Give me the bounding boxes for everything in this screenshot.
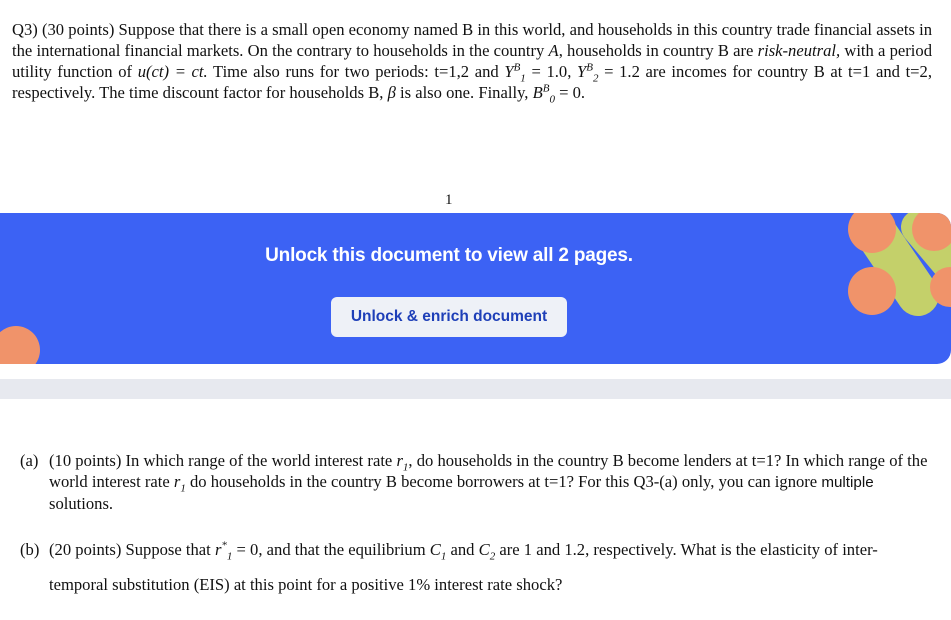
symbol-r: r xyxy=(396,451,403,470)
question-intro: Q3) (30 points) Suppose that there is a small open economy named B in this world, and households in this country trade financial assets in the international financial markets. On the contrary to households in the country xyxy=(12,20,932,60)
risk-neutral-term: risk-neutral, xyxy=(757,41,841,60)
text: solutions. xyxy=(49,494,114,513)
page-divider xyxy=(0,379,951,399)
part-b xyxy=(20,532,932,602)
symbol-y: Y xyxy=(577,62,587,81)
symbol-b: B xyxy=(532,83,543,102)
subscript: 2 xyxy=(489,550,496,563)
symbol-y: Y xyxy=(504,62,514,81)
symbol-c: C xyxy=(478,540,490,559)
text: = 0, and that the equilibrium xyxy=(232,540,430,559)
part-b-label: (b) xyxy=(20,540,40,559)
subscript: 2 xyxy=(592,72,599,85)
rate-r1-star xyxy=(214,539,233,563)
superscript: B xyxy=(513,61,521,74)
value-text: = 1.0, xyxy=(525,62,577,81)
superscript: B xyxy=(586,61,593,74)
question-text: with a period utility function of xyxy=(12,41,932,81)
unlock-enrich-button[interactable]: Unlock & enrich document xyxy=(331,297,567,337)
subscript: 1 xyxy=(180,482,186,495)
question-text: Time also runs for two periods: t=1,2 and xyxy=(207,62,505,81)
symbol-c: C xyxy=(429,540,441,559)
value-text: = 1.2 xyxy=(598,62,640,81)
rate-r1 xyxy=(396,451,409,474)
subscript: 1 xyxy=(402,461,409,474)
rate-r1 xyxy=(173,472,186,495)
superscript: B xyxy=(542,82,550,95)
text: (10 points) In which range of the world interest rate xyxy=(49,451,397,470)
value-text: = 0. xyxy=(554,83,586,102)
part-b-text xyxy=(49,532,932,602)
question-text: are incomes for country B at t=1 and t=2, respectively. The time discount factor for households B, xyxy=(12,62,932,102)
utility-formula: u(ct) = ct. xyxy=(137,62,208,81)
consumption-c2 xyxy=(478,540,496,563)
text: do households in the country B become borrowers at t=1? For this Q3-(a) only, you can ignore xyxy=(185,472,822,491)
page-number: 1 xyxy=(445,192,453,208)
decorative-shapes-right xyxy=(838,213,951,325)
subscript: 1 xyxy=(226,550,233,563)
question-paragraph xyxy=(12,19,932,106)
decorative-circle-left xyxy=(0,320,48,364)
text: , do households in the country B become lenders at t=1? In which range of the world interest rate xyxy=(49,451,928,491)
income-y1 xyxy=(504,61,526,85)
banner-title: Unlock this document to view all 2 pages. xyxy=(265,245,633,266)
text: are 1 and 1.2, respectively. What is the elasticity of inter-temporal substitution (EIS) at this point for a positive 1% interest rate shock? xyxy=(49,540,878,594)
income-y2 xyxy=(577,61,599,85)
text: and xyxy=(446,540,479,559)
text: (20 points) Suppose that xyxy=(49,540,215,559)
question-text: is also one. Finally, xyxy=(395,83,533,102)
country-a: A xyxy=(548,41,559,60)
subscript: 1 xyxy=(520,72,526,85)
consumption-c1 xyxy=(429,540,447,563)
question-text: , households in country B are xyxy=(558,41,758,60)
part-a-label: (a) xyxy=(20,451,39,470)
part-a-text xyxy=(49,450,932,514)
unlock-banner xyxy=(0,213,951,364)
multiple-word: multiple xyxy=(821,474,874,491)
subscript: 0 xyxy=(549,93,555,106)
beta-symbol: β xyxy=(387,83,396,102)
symbol-r: r xyxy=(214,540,222,559)
part-a xyxy=(20,450,932,514)
superscript: * xyxy=(221,539,227,552)
asset-b0 xyxy=(532,82,555,106)
symbol-r: r xyxy=(173,472,181,491)
subscript: 1 xyxy=(440,550,447,563)
